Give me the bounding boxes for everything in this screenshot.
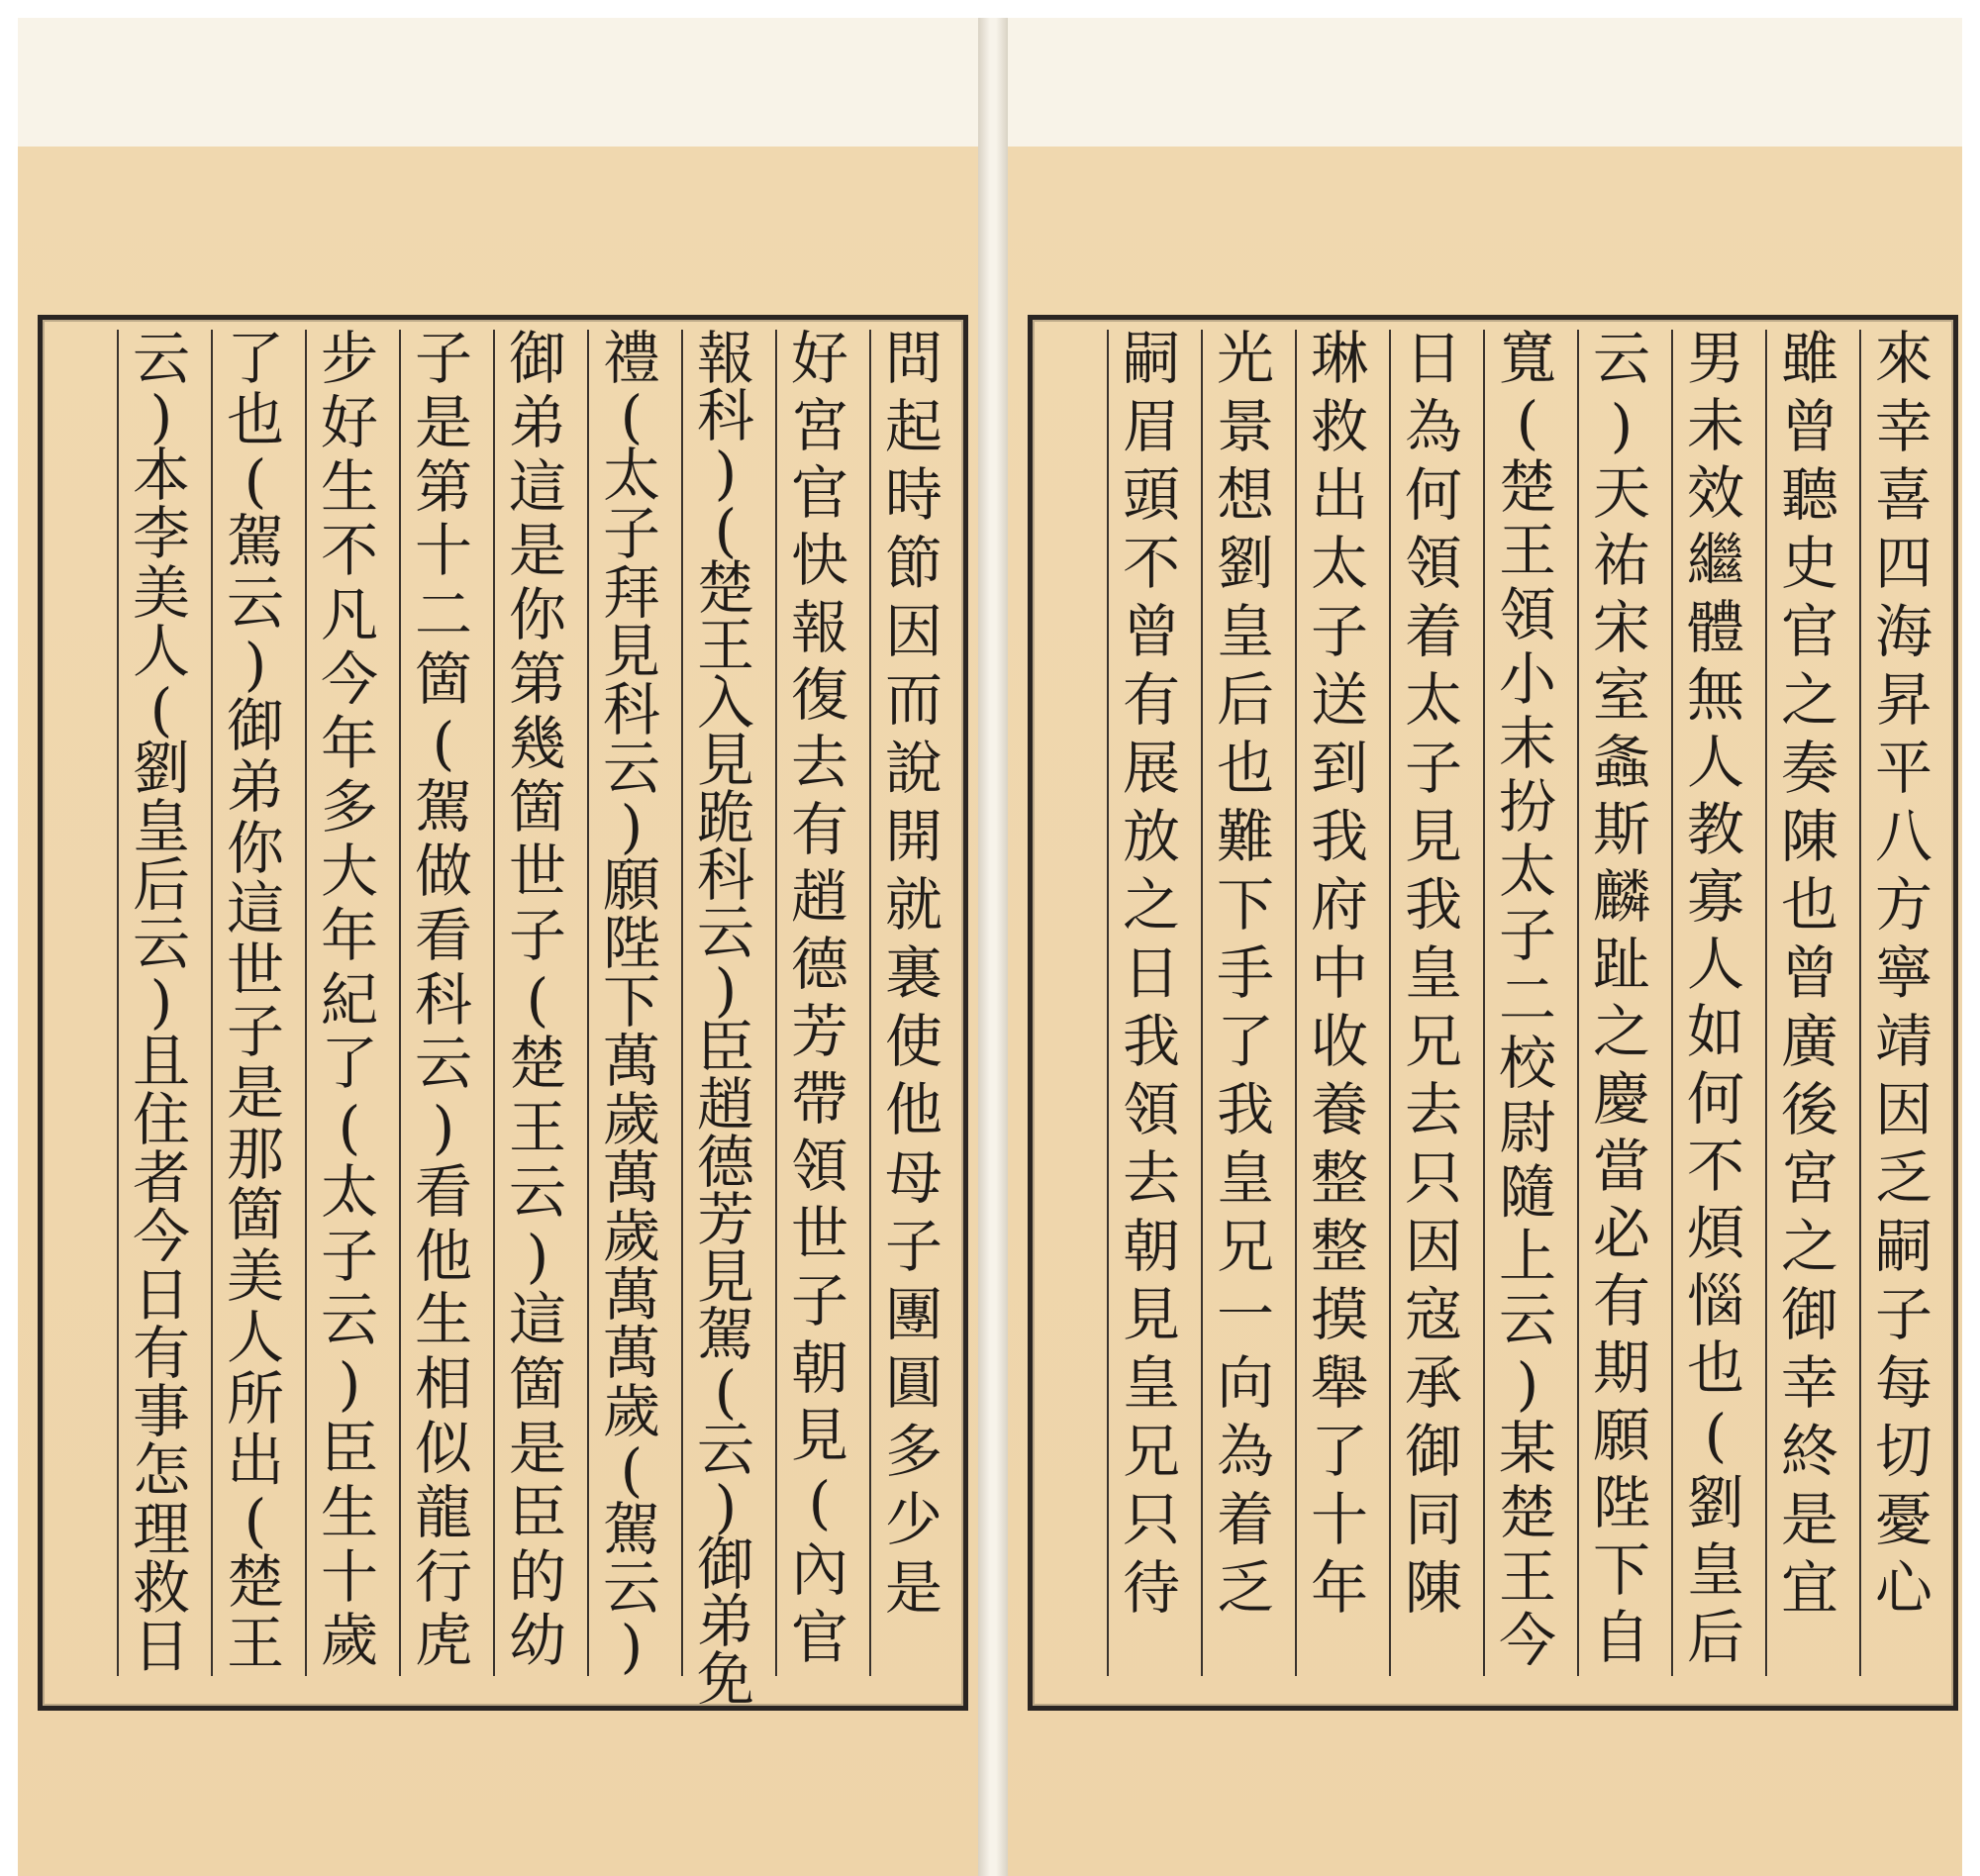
right-column-5: 寬 ( 楚 王 領 小 末 扮 太 子 二 校 尉 隨 上 云 ) 某 楚 王 今 bbox=[1483, 330, 1570, 1676]
right-column-1: 來 幸 喜 四 海 昇 平 八 方 寧 靖 因 乏 嗣 子 每 切 憂 心 bbox=[1859, 330, 1946, 1676]
right-column-6: 日 為 何 領 着 太 子 見 我 皇 兄 去 只 因 寇 承 御 同 陳 bbox=[1389, 330, 1476, 1676]
left-column-8: 了 也 ( 駕 云 ) 御 弟 你 這 世 子 是 那 箇 美 人 所 出 ( 楚 王 bbox=[211, 330, 298, 1676]
left-column-5: 御 弟 這 是 你 第 幾 箇 世 子 ( 楚 王 云 ) 這 箇 是 臣 的 幼 bbox=[493, 330, 580, 1676]
left-column-7: 步 好 生 不 凡 今 年 多 大 年 紀 了 ( 太 子 云 ) 臣 生 十 歲 bbox=[305, 330, 392, 1676]
book-spread bbox=[18, 18, 1962, 1876]
right-column-2: 雖 曾 聽 史 官 之 奏 陳 也 曾 廣 後 宮 之 御 幸 終 是 宜 bbox=[1765, 330, 1852, 1676]
left-column-9: 云 ) 本 李 美 人 ( 劉 皇 后 云 ) 且 住 者 今 日 有 事 怎 理 救 日 bbox=[117, 330, 204, 1676]
right-column-3: 男 未 效 繼 體 無 人 教 寡 人 如 何 不 煩 惱 也 ( 劉 皇 后 bbox=[1671, 330, 1758, 1676]
left-column-3: 報 科 ) ( 楚 王 入 見 跪 科 云 ) 臣 趙 德 芳 見 駕 ( 云 ) 御 弟 免 bbox=[681, 330, 768, 1676]
left-column-4: 禮 ( 太 子 拜 見 科 云 ) 願 陛 下 萬 歲 萬 歲 萬 萬 歲 ( 駕 云 ) bbox=[587, 330, 674, 1676]
left-page bbox=[18, 147, 978, 1876]
right-column-4: 云 ) 天 祐 宋 室 螽 斯 麟 趾 之 慶 當 必 有 期 願 陛 下 自 bbox=[1577, 330, 1664, 1676]
book-gutter bbox=[978, 18, 1008, 1876]
right-column-7: 琳 救 出 太 子 送 到 我 府 中 收 養 整 整 摸 舉 了 十 年 bbox=[1295, 330, 1382, 1676]
right-column-8: 光 景 想 劉 皇 后 也 難 下 手 了 我 皇 兄 一 向 為 着 乏 bbox=[1201, 330, 1288, 1676]
right-column-9: 嗣 眉 頭 不 曾 有 展 放 之 日 我 領 去 朝 見 皇 兄 只 待 bbox=[1107, 330, 1194, 1676]
left-column-1: 問 起 時 節 因 而 說 開 就 裏 使 他 母 子 團 圓 多 少 是 bbox=[869, 330, 956, 1676]
left-column-6: 子 是 第 十 二 箇 ( 駕 做 看 科 云 ) 看 他 生 相 似 龍 行 虎 bbox=[399, 330, 486, 1676]
left-column-2: 好 宮 官 快 報 復 去 有 趙 德 芳 帶 領 世 子 朝 見 ( 內 官 bbox=[775, 330, 862, 1676]
right-page bbox=[1008, 147, 1962, 1876]
